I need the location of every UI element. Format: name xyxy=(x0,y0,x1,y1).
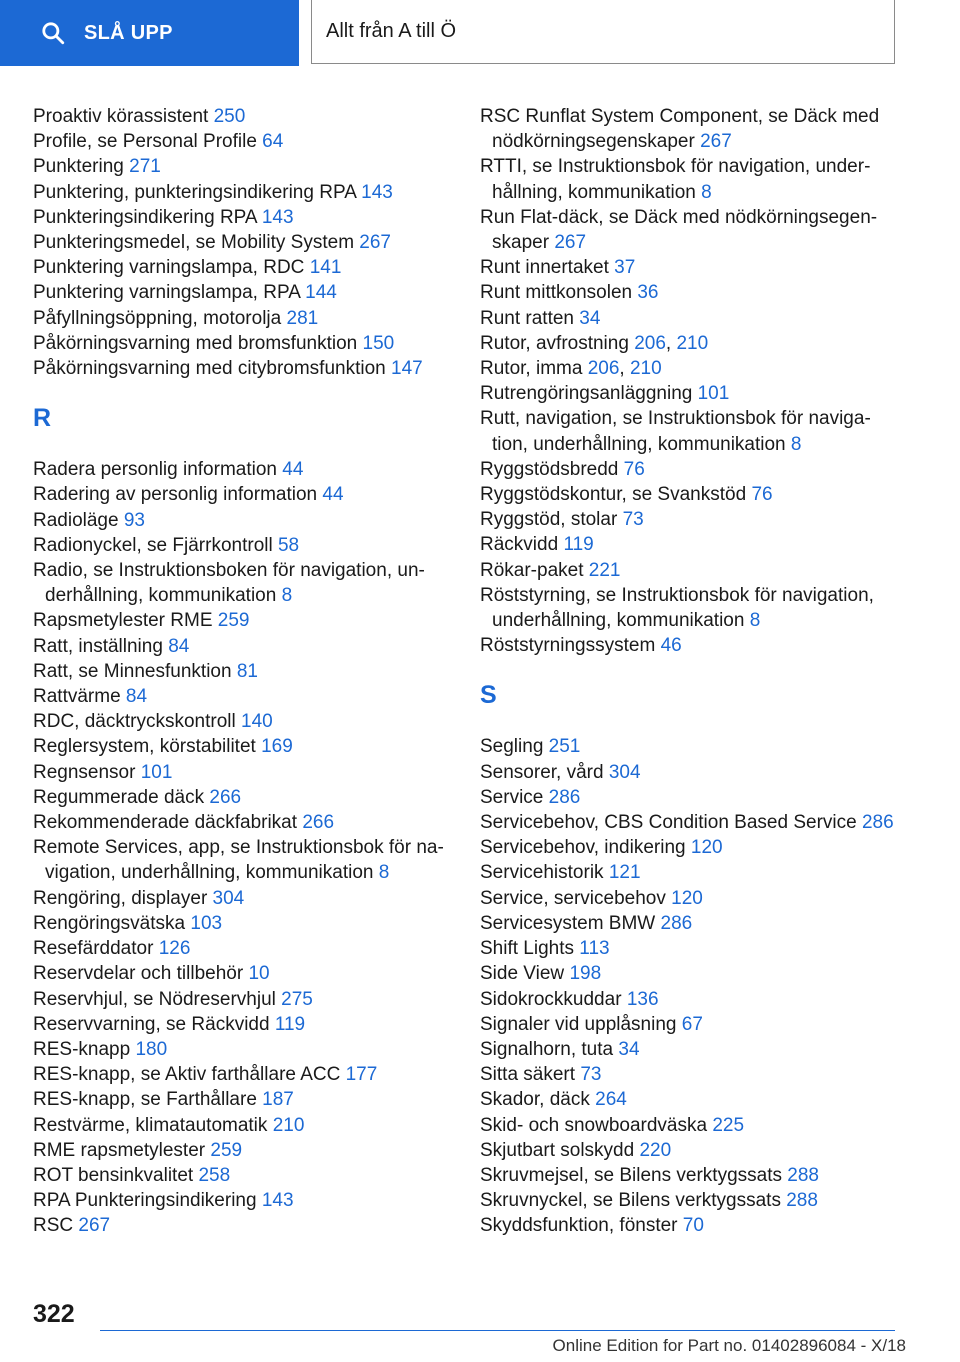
index-entry xyxy=(480,482,900,507)
index-entry xyxy=(33,180,453,205)
index-entry xyxy=(33,886,453,911)
index-entry xyxy=(33,280,453,305)
index-entry-text: Skruvnyckel, se Bilens verktygssats xyxy=(480,1190,781,1212)
index-entry xyxy=(33,1087,453,1112)
index-entry-text: Räckvidd xyxy=(480,534,559,556)
page-reference-link[interactable]: 206 xyxy=(587,358,620,380)
index-entry-text: Side View xyxy=(480,963,565,985)
index-entry xyxy=(480,1037,900,1062)
index-entry-text: Remote Services, app, se Instruktionsbok för navigation, underhållning, kommunikation xyxy=(33,837,444,884)
index-entry-text: RES-knapp, se Aktiv farthållare ACC xyxy=(33,1064,341,1086)
index-entry xyxy=(33,659,453,684)
index-entry: Rutor, imma 206, 210 xyxy=(480,358,662,380)
index-entry xyxy=(480,507,900,532)
page-reference-link[interactable]: 198 xyxy=(569,963,602,985)
page-reference-link[interactable]: 266 xyxy=(302,812,335,834)
index-entry xyxy=(480,1087,900,1112)
index-entry xyxy=(33,608,453,633)
index-entry xyxy=(33,508,453,533)
index-entry-text: Punkteringsindikering RPA xyxy=(33,206,257,228)
index-entry-text: Röststyrningssystem xyxy=(480,635,656,657)
index-entry xyxy=(480,633,900,658)
index-entry-text: Ryggstöd, stolar xyxy=(480,509,618,531)
footer-divider xyxy=(100,1330,895,1331)
page-reference-link[interactable]: 144 xyxy=(305,282,337,304)
index-entry-text: Rattvärme xyxy=(33,686,121,708)
section-title: Allt från A till Ö xyxy=(311,0,895,64)
search-button[interactable] xyxy=(0,0,299,66)
index-entry xyxy=(480,457,900,482)
page-reference-link[interactable]: 210 xyxy=(629,358,662,380)
page-reference-link[interactable]: 143 xyxy=(361,181,393,203)
index-entry-text: Punktering varningslampa, RDC xyxy=(33,257,305,279)
index-entry-text: Ryggstödsbredd xyxy=(480,458,619,480)
page-reference-link[interactable]: 34 xyxy=(618,1038,640,1060)
index-entry xyxy=(480,255,900,280)
page-reference-link[interactable]: 37 xyxy=(614,257,636,279)
index-entry-text: RDC, däcktryckskontroll xyxy=(33,711,236,733)
index-entry xyxy=(480,860,900,885)
page-reference-link[interactable]: 304 xyxy=(212,887,245,909)
index-entry xyxy=(33,255,453,280)
index-entry xyxy=(480,1012,900,1037)
index-entry-text: Servicesystem BMW xyxy=(480,912,656,934)
index-entry xyxy=(33,987,453,1012)
page-reference-link[interactable]: 136 xyxy=(626,988,659,1010)
index-entry xyxy=(33,810,453,835)
index-entry-text: Run Flat-däck, se Däck med nödkörningsegenskaper xyxy=(480,206,878,254)
index-column-right xyxy=(480,104,900,1239)
index-entry xyxy=(33,230,453,255)
index-entry xyxy=(480,583,900,633)
index-entry xyxy=(33,785,453,810)
page-reference-link[interactable]: 64 xyxy=(262,131,284,153)
page-reference-link[interactable]: 281 xyxy=(286,307,319,329)
index-entry xyxy=(33,1138,453,1163)
index-entry-text: Påkörningsvarning med bromsfunktion xyxy=(33,332,358,354)
index-entry xyxy=(33,1037,453,1062)
index-entry xyxy=(33,961,453,986)
index-entry-text: Ryggstödskontur, se Svankstöd xyxy=(480,484,747,506)
index-entry-text: Runt innertaket xyxy=(480,257,609,279)
index-entry-text: Påkörningsvarning med citybromsfunktion xyxy=(33,358,386,380)
page-reference-link[interactable]: 264 xyxy=(595,1089,627,1111)
page-reference-link[interactable]: 103 xyxy=(190,912,223,934)
index-entry xyxy=(480,1138,900,1163)
index-entry xyxy=(480,785,900,810)
page-reference-link[interactable]: 258 xyxy=(198,1164,231,1186)
index-entry xyxy=(480,104,900,154)
index-entry-text: Servicehistorik xyxy=(480,862,604,884)
page-reference-link[interactable]: 259 xyxy=(217,610,250,632)
page-reference-link[interactable]: 275 xyxy=(281,988,313,1010)
index-entry xyxy=(480,1213,900,1238)
index-entry-text: Påfyllningsöppning, motorolja xyxy=(33,307,282,329)
page-reference-link[interactable]: 267 xyxy=(359,232,391,254)
page-reference-link[interactable]: 113 xyxy=(579,938,610,960)
index-entry-text: RES-knapp xyxy=(33,1038,131,1060)
page-reference-link[interactable]: 206 xyxy=(634,332,666,354)
index-entry xyxy=(480,961,900,986)
index-entry-text: Radera personlig information xyxy=(33,459,277,481)
index-entry xyxy=(480,1062,900,1087)
index-entry xyxy=(480,1163,900,1188)
page-reference-link[interactable]: 101 xyxy=(697,383,730,405)
index-entry xyxy=(33,1012,453,1037)
page-reference-link[interactable]: 84 xyxy=(168,635,190,657)
page-reference-link[interactable]: 76 xyxy=(623,458,645,480)
index-entry xyxy=(33,306,453,331)
index-entry xyxy=(33,1113,453,1138)
index-entry xyxy=(33,634,453,659)
page-reference-link[interactable]: 220 xyxy=(639,1139,672,1161)
index-entry-text: Sensorer, vård xyxy=(480,761,604,783)
page-reference-link[interactable]: 150 xyxy=(362,332,395,354)
page-reference-link[interactable]: 73 xyxy=(580,1064,602,1086)
page-reference-link[interactable]: 70 xyxy=(682,1215,704,1237)
index-entry-text: Regummerade däck xyxy=(33,786,205,808)
index-entry-text: Skjutbart solskydd xyxy=(480,1139,635,1161)
page-reference-link[interactable]: 8 xyxy=(281,585,293,607)
index-entry xyxy=(480,1188,900,1213)
page-reference-link[interactable]: 8 xyxy=(378,862,390,884)
page-reference-link[interactable]: 251 xyxy=(548,736,581,758)
page-reference-link[interactable]: 169 xyxy=(261,736,293,758)
page-reference-link[interactable]: 46 xyxy=(660,635,682,657)
index-entry xyxy=(33,684,453,709)
index-entry: Rutor, avfrostning 206, 210 xyxy=(480,332,709,354)
index-entry-text: Profile, se Personal Profile xyxy=(33,131,257,153)
page-reference-link[interactable]: 187 xyxy=(262,1089,294,1111)
index-entry xyxy=(480,154,900,204)
page-reference-link[interactable]: 286 xyxy=(660,912,693,934)
index-entry-text: Skid- och snowboardväska xyxy=(480,1114,708,1136)
page-reference-link[interactable]: 120 xyxy=(671,887,703,909)
index-entry-text: Radioläge xyxy=(33,509,119,531)
index-entry xyxy=(33,205,453,230)
index-entry xyxy=(480,987,900,1012)
index-entry-text: Skyddsfunktion, fönster xyxy=(480,1215,678,1237)
page-reference-link[interactable]: 10 xyxy=(248,963,270,985)
index-entry-text: Rengöringsvätska xyxy=(33,912,186,934)
index-entry xyxy=(480,532,900,557)
page-reference-link[interactable]: 67 xyxy=(681,1013,703,1035)
index-entry xyxy=(480,558,900,583)
page-reference-link[interactable]: 221 xyxy=(588,559,621,581)
index-entry xyxy=(480,936,900,961)
index-entry-text: Ratt, inställning xyxy=(33,635,163,657)
page-reference-link[interactable]: 143 xyxy=(261,1190,294,1212)
page-reference-link[interactable]: 121 xyxy=(608,862,641,884)
index-entry-text: Punktering varningslampa, RPA xyxy=(33,282,300,304)
page-reference-link[interactable]: 286 xyxy=(548,786,581,808)
index-entry-text: ROT bensinkvalitet xyxy=(33,1164,194,1186)
index-entry xyxy=(33,1213,453,1238)
index-entry xyxy=(33,331,453,356)
page-reference-link[interactable]: 8 xyxy=(749,610,761,632)
page-reference-link[interactable]: 147 xyxy=(391,358,423,380)
page-reference-link[interactable]: 101 xyxy=(140,761,173,783)
index-entry-text: RSC Runflat System Component, se Däck med nödkörningsegenskaper xyxy=(480,106,880,153)
index-entry-text: Ratt, se Minnesfunktion xyxy=(33,660,232,682)
page-reference-link[interactable]: 119 xyxy=(563,534,594,556)
index-entry-text: RSC xyxy=(33,1215,74,1237)
index-entry-text: Punktering xyxy=(33,156,124,178)
index-entry xyxy=(480,406,900,456)
index-entry-text: Punkteringsmedel, se Mobility System xyxy=(33,232,355,254)
page-reference-link[interactable]: 180 xyxy=(135,1038,168,1060)
index-entry-text: Rapsmetylester RME xyxy=(33,610,213,632)
page-reference-link[interactable]: 8 xyxy=(701,181,712,203)
index-entry-text: Rutrengöringsanläggning xyxy=(480,383,693,405)
index-entry xyxy=(480,381,900,406)
index-entry-text: Proaktiv körassistent xyxy=(33,106,209,127)
page-reference-link[interactable]: 120 xyxy=(690,837,723,859)
page-reference-link[interactable]: 34 xyxy=(579,307,601,329)
index-entry xyxy=(480,810,900,835)
index-entry-text: Radionyckel, se Fjärrkontroll xyxy=(33,534,273,556)
index-entry-text: RES-knapp, se Farthållare xyxy=(33,1089,257,1111)
page-reference-link[interactable]: 36 xyxy=(637,282,659,304)
index-entry xyxy=(33,1062,453,1087)
index-letter-heading: R xyxy=(33,404,52,433)
page-reference-link[interactable]: 259 xyxy=(210,1139,243,1161)
index-entry xyxy=(480,280,900,305)
page-reference-link[interactable]: 267 xyxy=(554,232,587,254)
page-reference-link[interactable]: 177 xyxy=(345,1064,378,1086)
index-entry-text: Signaler vid upplåsning xyxy=(480,1013,677,1035)
page-reference-link[interactable]: 288 xyxy=(786,1190,818,1212)
footer-edition-text: Online Edition for Part no. 01402896084 - X/18 xyxy=(552,1336,906,1355)
index-entry xyxy=(33,1163,453,1188)
page-reference-link[interactable]: 267 xyxy=(78,1215,111,1237)
page-reference-link[interactable]: 304 xyxy=(608,761,641,783)
index-entry xyxy=(33,760,453,785)
index-entry-text: Reglersystem, körstabilitet xyxy=(33,736,256,758)
index-entry-text: Skador, däck xyxy=(480,1089,590,1111)
index-entry xyxy=(480,911,900,936)
page-reference-link[interactable]: 267 xyxy=(700,131,732,153)
page-reference-link[interactable]: 93 xyxy=(123,509,145,531)
page-reference-link[interactable]: 141 xyxy=(309,257,342,279)
page-reference-link[interactable]: 143 xyxy=(261,206,294,228)
index-entry xyxy=(480,734,900,759)
index-entry-text: Rekommenderade däckfabrikat xyxy=(33,812,298,834)
index-entry-text: Sidokrockkuddar xyxy=(480,988,622,1010)
page-reference-link[interactable]: 81 xyxy=(236,660,258,682)
index-entry xyxy=(33,129,453,154)
page-reference-link[interactable]: 140 xyxy=(241,711,273,733)
page-reference-link[interactable]: 286 xyxy=(861,812,894,834)
index-entry xyxy=(480,835,900,860)
index-entry xyxy=(33,936,453,961)
page-number: 322 xyxy=(33,1300,75,1328)
index-entry-text: Reservdelar och tillbehör xyxy=(33,963,244,985)
index-entry xyxy=(33,356,453,381)
index-entry xyxy=(480,1113,900,1138)
index-entry-text: Regnsensor xyxy=(33,761,136,783)
search-icon xyxy=(40,20,66,46)
index-entry-text: Rutor, avfrostning xyxy=(480,332,629,354)
index-entry-text: RPA Punkteringsindikering xyxy=(33,1190,257,1212)
index-entry-text: Reservvarning, se Räckvidd xyxy=(33,1013,270,1035)
index-entry xyxy=(33,154,453,179)
index-column-left xyxy=(33,104,453,1239)
page-reference-link[interactable]: 250 xyxy=(213,106,246,127)
index-entry-text: Shift Lights xyxy=(480,938,574,960)
index-entry-text: Röststyrning, se Instruktionsbok för navigation, underhållning, kommunikation xyxy=(480,584,874,632)
index-letter-heading: S xyxy=(480,681,497,710)
index-entry-text: Rengöring, displayer xyxy=(33,887,208,909)
page-reference-link[interactable]: 271 xyxy=(129,156,161,178)
page-reference-link[interactable]: 44 xyxy=(282,459,304,481)
index-entry xyxy=(33,457,453,482)
index-entry-text: Skruvmejsel, se Bilens verktygssats xyxy=(480,1164,782,1186)
index-entry-text: Sitta säkert xyxy=(480,1064,576,1086)
index-entry-text: Runt ratten xyxy=(480,307,574,329)
page-reference-link[interactable]: 126 xyxy=(158,938,191,960)
page-reference-link[interactable]: 225 xyxy=(712,1114,745,1136)
index-entry-text: Rökar-paket xyxy=(480,559,584,581)
page-reference-link[interactable]: 266 xyxy=(209,786,242,808)
index-entry-text: Reservhjul, se Nödreservhjul xyxy=(33,988,276,1010)
page-reference-link[interactable]: 119 xyxy=(274,1013,306,1035)
index-entry-text: Service xyxy=(480,786,544,808)
index-entry-text: Restvärme, klimatautomatik xyxy=(33,1114,268,1136)
search-button-label: SLÅ UPP xyxy=(84,21,173,44)
page-reference-link[interactable]: 44 xyxy=(322,484,344,506)
index-entry-text: Runt mittkonsolen xyxy=(480,282,633,304)
index-entry-text: Servicebehov, indikering xyxy=(480,837,686,859)
index-entry xyxy=(33,1188,453,1213)
page-reference-link[interactable]: 288 xyxy=(787,1164,819,1186)
index-entry-text: RTTI, se Instruktionsbok för navigation, underhållning, kommunikation xyxy=(480,156,871,203)
page-reference-link[interactable]: 76 xyxy=(751,484,773,506)
index-entry xyxy=(33,558,453,608)
index-entry xyxy=(480,205,900,255)
page-reference-link[interactable]: 210 xyxy=(676,332,709,354)
index-entry-text: Rutor, imma xyxy=(480,358,583,380)
index-entry-text: Punktering, punkteringsindikering RPA xyxy=(33,181,356,203)
index-entry-text: Servicebehov, CBS Condition Based Service xyxy=(480,812,857,834)
page-reference-link[interactable]: 58 xyxy=(277,534,300,556)
index-entry-text: Rutt, navigation, se Instruktionsbok för navigation, underhållning, kommunikation xyxy=(480,408,871,455)
index-entry xyxy=(33,709,453,734)
index-entry xyxy=(33,533,453,558)
page-reference-link[interactable]: 8 xyxy=(790,433,802,455)
page-reference-link[interactable]: 210 xyxy=(272,1114,305,1136)
index-entry-text: Segling xyxy=(480,736,544,758)
header-bar xyxy=(0,0,960,66)
index-entry-text: Signalhorn, tuta xyxy=(480,1038,614,1060)
index-entry xyxy=(33,911,453,936)
index-entry xyxy=(480,760,900,785)
index-entry xyxy=(33,734,453,759)
index-entry-text: Service, servicebehov xyxy=(480,887,666,909)
index-entry-text: Radio, se Instruktionsboken för navigation, underhållning, kommunikation xyxy=(33,560,425,607)
index-entry xyxy=(33,104,453,129)
index-entry-text: RME rapsmetylester xyxy=(33,1139,206,1161)
index-entry xyxy=(480,306,900,331)
index-entry xyxy=(480,886,900,911)
page-reference-link[interactable]: 84 xyxy=(125,686,148,708)
index-entry-text: Resefärddator xyxy=(33,938,154,960)
index-entry xyxy=(33,482,453,507)
index-entry-text: Radering av personlig information xyxy=(33,484,318,506)
index-entry xyxy=(33,835,453,885)
page-reference-link[interactable]: 73 xyxy=(622,509,644,531)
